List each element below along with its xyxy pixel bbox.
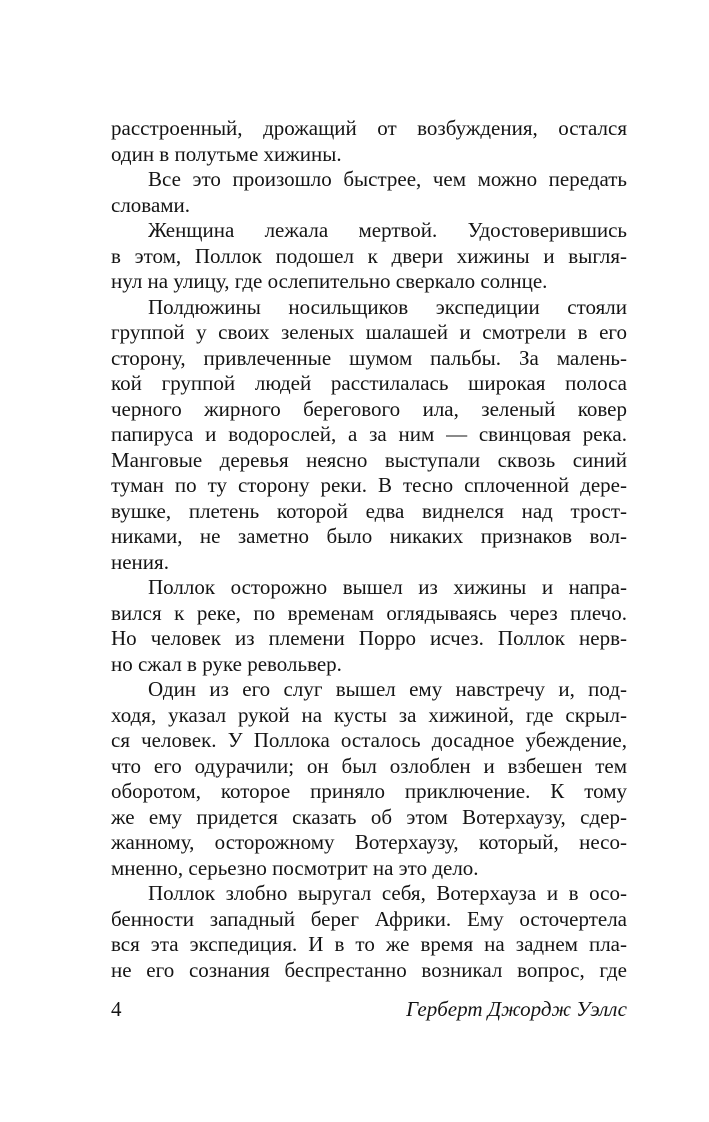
text-line: Женщина лежала мертвой. Удостоверившись (148, 218, 627, 242)
text-line: Поллок осторожно вышел из хижины и напра- (148, 575, 627, 599)
text-line: словами. (111, 192, 191, 217)
text-line: Один из его слуг вышел ему навстречу и, под- (148, 677, 627, 701)
text-line: кой группой людей расстилалась широкая полоса (111, 371, 627, 395)
text-line: никами, не заметно было никаких признаков вол- (111, 524, 627, 548)
text-line: не его сознания беспрестанно возникал вопрос, где (111, 957, 627, 982)
text-block (111, 116, 627, 983)
page-number: 4 (111, 997, 122, 1021)
text-line: расстроенный, дрожащий от возбуждения, остался (111, 116, 627, 140)
text-line: черного жирного берегового ила, зеленый ковер (111, 396, 627, 421)
text-line: ся человек. У Поллока осталось досадное убеждение, (111, 728, 627, 752)
text-line: сторону, привлеченные шумом пальбы. За малень- (111, 345, 627, 370)
text-line: папируса и водорослей, а за ним — свинцовая река. (111, 422, 627, 446)
text-line: что его одурачили; он был озлоблен и взбешен тем (111, 753, 627, 778)
text-line: вся эта экспедиция. И в то же время на заднем пла- (111, 932, 627, 956)
text-line: ходя, указал рукой на кусты за хижиной, где скрыл- (111, 702, 627, 727)
text-line: нения. (111, 549, 169, 574)
text-line: Поллок злобно выругал себя, Вотерхауза и в осо- (148, 881, 627, 905)
text-line: один в полутьме хижины. (111, 141, 342, 166)
text-line: группой у своих зеленых шалашей и смотрели в его (111, 320, 627, 344)
paragraph (111, 116, 627, 167)
text-line: Манговые деревья неясно выступали сквозь синий (111, 447, 627, 472)
text-line: бенности западный берег Африки. Ему осточертела (111, 906, 627, 931)
paragraph (111, 575, 627, 677)
text-line: Но человек из племени Порро исчез. Поллок нерв- (111, 626, 627, 650)
text-line: нул на улицу, где ослепительно сверкало солнце. (111, 269, 548, 293)
text-line: вился к реке, по временам оглядываясь через плечо. (111, 600, 627, 625)
paragraph (111, 295, 627, 576)
text-line: мненно, серьезно посмотрит на это дело. (111, 855, 479, 880)
paragraph (111, 881, 627, 983)
text-line: Все это произошло быстрее, чем можно передать (148, 167, 627, 191)
paragraph (111, 167, 627, 218)
text-line: же ему придется сказать об этом Вотерхаузу, сдер- (111, 804, 627, 829)
text-line: но сжал в руке револьвер. (111, 651, 342, 676)
text-line: оборотом, которое приняло приключение. К тому (111, 779, 627, 803)
text-line: туман по ту сторону реки. В тесно сплоченной дере- (111, 473, 627, 497)
text-line: жанному, осторожному Вотерхаузу, который, несо- (111, 830, 627, 854)
paragraph (111, 677, 627, 881)
paragraph (111, 218, 627, 295)
text-line: в этом, Поллок подошел к двери хижины и выгля- (111, 243, 627, 268)
page-footer (111, 996, 627, 1022)
running-author: Герберт Джордж Уэллс (406, 997, 627, 1021)
text-line: Полдюжины носильщиков экспедиции стояли (148, 294, 627, 319)
text-line: вушке, плетень которой едва виднелся над трост- (111, 498, 627, 523)
